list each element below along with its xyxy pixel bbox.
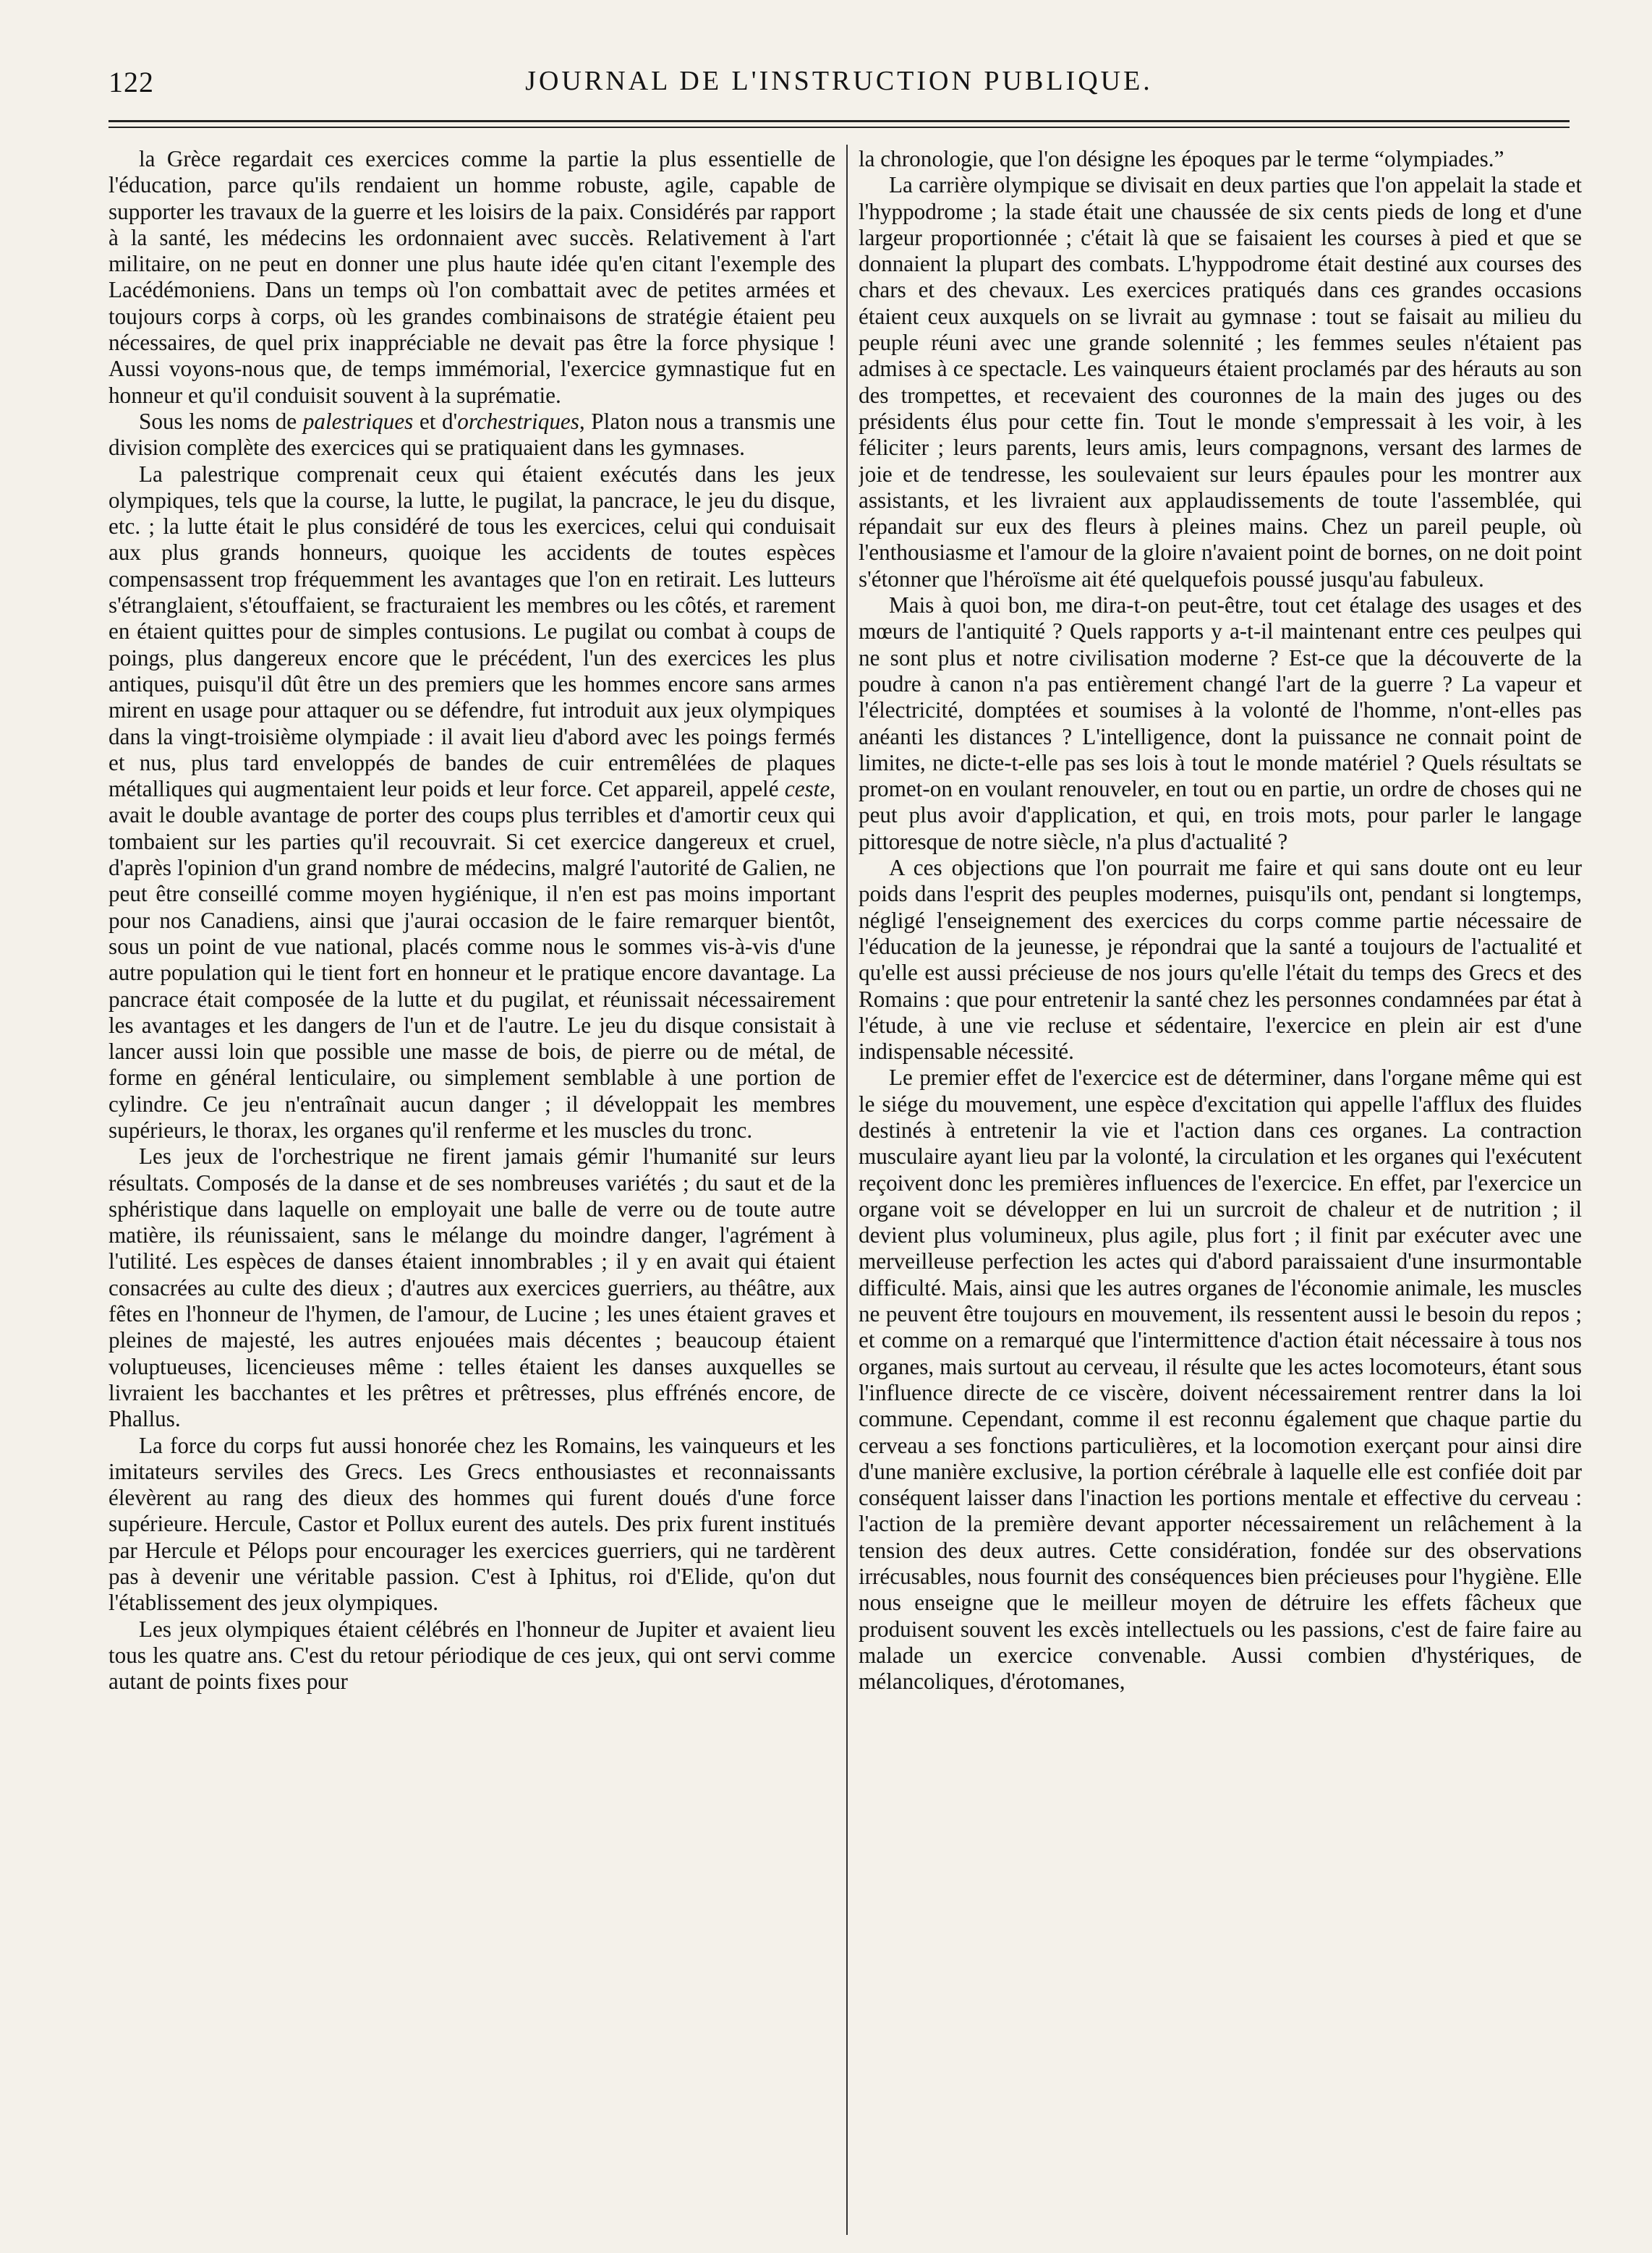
text-run: La palestrique comprenait ceux qui étaient exécutés dans les jeux olympiques, tels que la course, la lutte, le pugilat, la pancrace, le jeu du disque, etc. ; la lutte était le plus considéré de tous les exercices, celui qui conduisait aux plus grands honneurs, quoique les accidents de toutes espèces compensassent trop fréquemment les avantages que l'on en retirait. Les lutteurs s'étranglaient, s'étouffaient, se fracturaient les membres ou les côtés, et rarement en étaient quittes pour de simples contusions. Le pugilat ou combat à coups de poings, plus dangereux encore que le précédent, l'un des exercices les plus antiques, puisqu'il dût être un des premiers que les hommes encore sans armes mirent en usage pour attaquer ou se défendre, fut introduit aux jeux olympiques dans la vingt-troisième olympiade : il avait lieu d'abord avec les poings fermés et nus, plus tard enveloppés de bandes de cuir entremêlées de plaques métalliques qui augmentaient leur poids et leur force. Cet appareil, appelé: [108, 461, 835, 802]
left-column: [108, 146, 835, 2229]
text-run: La force du corps fut aussi honorée chez les Romains, les vainqueurs et les imitateurs serviles des Grecs. Les Grecs enthousiastes et reconnaissants élevèrent au rang des dieux des hommes qui furent doués d'une force supérieure. Hercule, Castor et Pollux eurent des autels. Des prix furent institués par Hercule et Pélops pour encourager les exercices guerriers, qui ne tardèrent pas à devenir une véritable passion. C'est à Iphitus, roi d'Elide, qu'on dut l'établissement des jeux olympiques.: [108, 1432, 835, 1616]
text-run: Mais à quoi bon, me dira-t-on peut-être, tout cet étalage des usages et des mœurs de l'antiquité ? Quels rapports y a-t-il maintenant entre ces peulpes qui ne sont plus et notre civilisation moderne ? Est-ce que la découverte de la poudre à canon n'a pas entièrement changé l'art de la guerre ? La vapeur et l'électricité, domptées et soumises à la volonté de l'homme, n'ont-elles pas anéanti les distances ? L'intelligence, dont la puissance ne connait point de limites, ne dicte-t-elle pas ses lois à tout le monde matériel ? Quels résultats se promet-on en voulant renouveler, en tout ou en partie, un ordre de choses qui ne peut plus avoir d'application, et qui, en trois mots, pour parler le langage pittoresque de notre siècle, n'a plus d'actualité ?: [859, 592, 1582, 854]
paragraph: [108, 409, 835, 461]
text-run: Le premier effet de l'exercice est de déterminer, dans l'organe même qui est le siége du mouvement, une espèce d'excitation qui appelle l'afflux des fluides destinés à entretenir la vie et l'action dans ces organes. La contraction musculaire ayant lieu par la volonté, la circulation et les organes qui l'exécutent reçoivent donc les premières influences de l'exercice. En effet, par l'exercice un organe voit se développer en lui un surcroit de chaleur et de nutrition ; il devient plus volumineux, plus agile, plus fort ; il finit par exécuter avec une merveilleuse perfection les actes qui d'abord paraissaient d'une insurmontable difficulté. Mais, ainsi que les autres organes de l'économie animale, les muscles ne peuvent être toujours en mouvement, ils ressentent aussi le besoin du repos ; et comme on a remarqué que l'intermittence d'action était nécessaire à tous nos organes, mais surtout au cerveau, il résulte que les actes locomoteurs, étant sous l'influence directe de ce viscère, doivent nécessairement rentrer dans la loi commune. Cependant, comme il est reconnu également que chaque partie du cerveau a ses fonctions particulières, et la locomotion exerçant pour ainsi dire d'une manière exclusive, la portion cérébrale à laquelle elle est confiée doit par conséquent laisser dans l'inaction les portions mentale et effective du cerveau : l'action de la première devant apporter nécessairement un relâchement à la tension des deux autres. Cette considération, fondée sur des observations irrécusables, nous fournit des conséquences bien précieuses pour l'hygiène. Elle nous enseigne que le meilleur moyen de détruire les effets fâcheux que produisent souvent les excès intellectuels ou les passions, c'est de faire faire au malade un exercice convenable. Aussi combien d'hystériques, de mélancoliques, d'érotomanes,: [859, 1065, 1582, 1695]
page-header: [108, 65, 1570, 101]
paragraph: [108, 461, 835, 1144]
right-column: [859, 146, 1582, 2229]
paragraph: [108, 1433, 835, 1617]
text-run: Les jeux de l'orchestrique ne firent jamais gémir l'humanité sur leurs résultats. Composés de la danse et de ses nombreuses variétés ; du saut et de la sphéristique dans laquelle on employait une balle de verre ou de toute autre matière, ils réunissaient, sans le mélange du moindre danger, l'agrément à l'utilité. Les espèces de danses étaient innombrables ; il y en avait qui étaient consacrées au culte des dieux ; d'autres aux exercices guerriers, au théâtre, aux fêtes en l'honneur de l'hymen, de l'amour, de Lucine ; les unes étaient graves et pleines de majesté, les autres enjouées mais décentes ; beaucoup étaient voluptueuses, licencieuses même : telles étaient les danses auxquelles se livraient les bacchantes et les prêtres et prêtresses, plus effrénés encore, de Phallus.: [108, 1143, 835, 1432]
text-run: la Grèce regardait ces exercices comme la partie la plus essentielle de l'éducation, parce qu'ils rendaient un homme robuste, agile, capable de supporter les travaux de la guerre et les loisirs de la paix. Considérés par rapport à la santé, les médecins les ordonnaient avec succès. Relativement à l'art militaire, on ne peut en donner une plus haute idée qu'en citant l'exemple des Lacédémoniens. Dans un temps où l'on combattait avec de petites armées et toujours corps à corps, où les grandes combinaisons de stratégie étaient peu nécessaires, de quel prix inappréciable ne devait pas être la force physique ! Aussi voyons-nous que, de temps immémorial, l'exercice gymnastique fut en honneur et qu'il conduisit souvent à la suprématie.: [108, 146, 835, 408]
paragraph: [859, 855, 1582, 1065]
text-run: A ces objections que l'on pourrait me faire et qui sans doute ont eu leur poids dans l'esprit des peuples modernes, puisqu'ils ont, pendant si longtemps, négligé l'enseignement des exercices du corps comme partie nécessaire de l'éducation de la jeunesse, je répondrai que la santé a toujours de l'actualité et qu'elle est aussi précieuse de nos jours qu'elle l'était du temps des Grecs et des Romains : que pour entretenir la santé chez les personnes condamnées par état à l'étude, à une vie recluse et sédentaire, l'exercice en plein air est d'une indispensable nécessité.: [859, 855, 1582, 1065]
paragraph: [859, 172, 1582, 592]
text-run: Les jeux olympiques étaient célébrés en l'honneur de Jupiter et avaient lieu tous les quatre ans. C'est du retour périodique de ces jeux, qui ont servi comme autant de points fixes pour: [108, 1616, 835, 1695]
paragraph: [108, 1617, 835, 1695]
column-divider: [846, 145, 848, 2235]
text-run: et d': [413, 408, 458, 434]
paragraph: [108, 1143, 835, 1432]
page-number: 122: [108, 66, 154, 98]
header-rule-bottom: [108, 127, 1570, 128]
text-run: Sous les noms de: [139, 408, 303, 434]
header-rule-top: [108, 120, 1570, 122]
text-run: , Platon nous a transmis une division complète des exercices qui se pratiquaient dans les gymnases.: [108, 408, 835, 461]
text-run: La carrière olympique se divisait en deux parties que l'on appelait la stade et l'hyppodrome ; la stade était une chaussée de six cents pieds de long et d'une largeur proportionnée ; c'était là que se faisaient les courses à pied et que se donnaient la plupart des combats. L'hyppodrome était destiné aux courses des chars et des chevaux. Les exercices pratiqués dans ces grandes occasions étaient ceux auxquels on se livrait au gymnase : tout se faisait au milieu du peuple réuni avec une grande solennité ; les femmes seules n'étaient pas admises à ce spectacle. Les vainqueurs étaient proclamés par des hérauts au son des trompettes, et recevaient des couronnes de la main des juges ou des présidents élus pour cette fin. Tout le monde s'empressait à les voir, à les féliciter ; leurs parents, leurs amis, leurs compagnons, versant des larmes de joie et de tendresse, les soulevaient sur leurs épaules pour les montrer aux assistants, et les livraient aux applaudissements de toute l'assemblée, qui répandait sur eux des fleurs à pleines mains. Chez un pareil peuple, où l'enthousiasme et l'amour de la gloire n'avaient point de bornes, on ne doit point s'étonner que l'héroïsme ait été quelquefois poussé jusqu'au fabuleux.: [859, 172, 1582, 592]
text-run: , avait le double avantage de porter des coups plus terribles et d'amortir ceux qui tombaient sur les parties qu'il recouvrait. Si cet exercice dangereux et cruel, d'après l'opinion d'un grand nombre de médecins, malgré l'autorité de Galien, ne peut être conseillé comme moyen hygiénique, il n'en est pas moins important pour nos Canadiens, ainsi que j'aurai occasion de le faire remarquer bientôt, sous un point de vue national, placés comme nous le sommes vis-à-vis d'une autre population qui le tient fort en honneur et le pratique encore davantage. La pancrace était composée de la lutte et du pugilat, et réunissait nécessairement les avantages et les dangers de l'un et de l'autre. Le jeu du disque consistait à lancer aussi loin que possible une masse de bois, de pierre ou de métal, de forme en général lenticulaire, ou simplement semblable à une portion de cylindre. Ce jeu n'entraînait aucun danger ; il développait les membres supérieurs, le thorax, les organes qu'il renferme et les muscles du tronc.: [108, 776, 835, 1143]
text-run: la chronologie, que l'on désigne les époques par le terme “olympiades.”: [859, 146, 1504, 171]
paragraph: [859, 592, 1582, 855]
paragraph: [859, 1065, 1582, 1695]
italic-term: orchestriques: [457, 408, 579, 434]
paragraph: [108, 146, 835, 409]
paragraph: [859, 146, 1582, 172]
italic-term: palestriques: [302, 408, 414, 434]
italic-term: ceste: [784, 776, 830, 802]
journal-title: JOURNAL DE L'INSTRUCTION PUBLIQUE.: [525, 66, 1153, 96]
